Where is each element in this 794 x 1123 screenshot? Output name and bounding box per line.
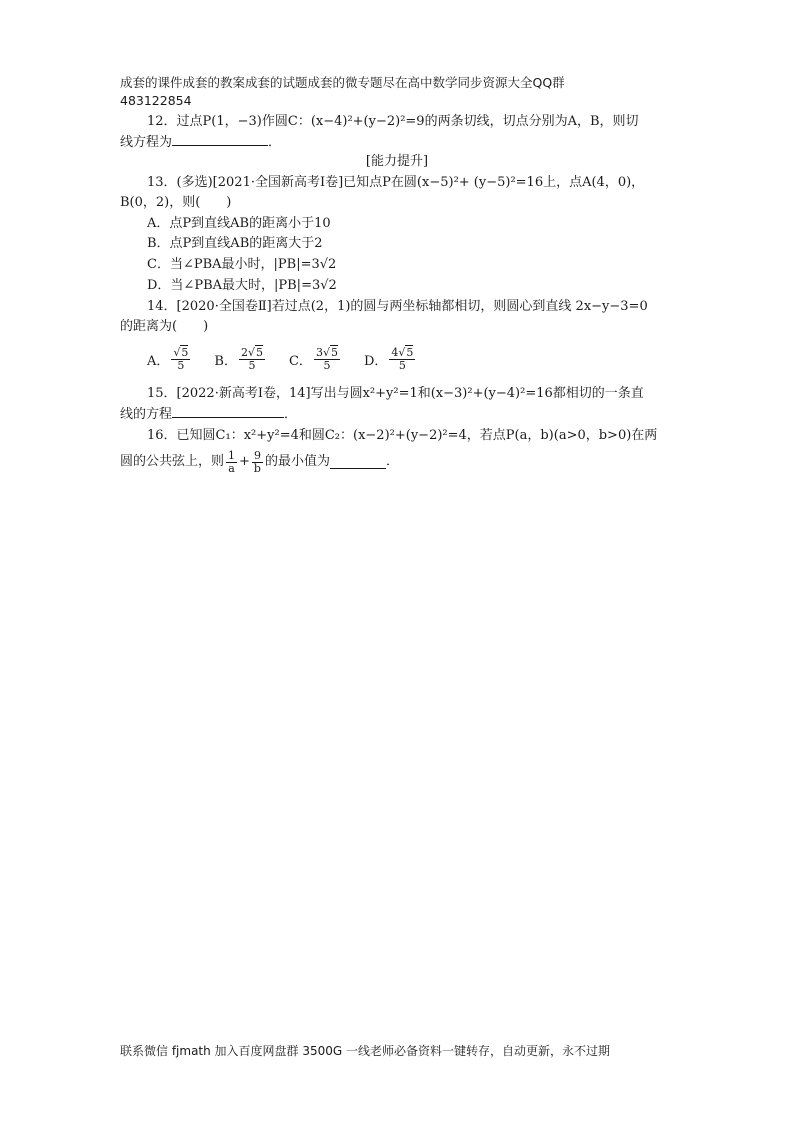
q16-line-2: [120, 449, 399, 475]
q14-option-b-fraction: $\frac{2√5}{5}$: [240, 345, 263, 372]
q15-line-1: 15．[2022·新高考Ⅰ卷，14]写出与圆x²+y²=1和(x−3)²+(y−4)²=16都相切的一条直: [147, 386, 644, 401]
q15-answer-blank[interactable]: [172, 405, 284, 418]
q16-fraction-2: $\frac{9}{b}$: [253, 448, 261, 475]
q14-option-c-fraction: $\frac{3√5}{5}$: [315, 345, 338, 372]
section-title: [能力提升]: [365, 154, 429, 169]
q13-option-c: C．当∠PBA最小时，|PB|=3√2: [147, 257, 337, 272]
q12-line-2: [120, 133, 281, 152]
q12-answer-blank[interactable]: [172, 133, 268, 146]
q14-option-c: C． $\frac{3√5}{5}$: [288, 345, 338, 372]
q16-plus: +: [239, 454, 250, 469]
q16-fraction-1: $\frac{1}{a}$: [228, 448, 236, 475]
q16-line-1: 16．已知圆C₁：x²+y²=4和圆C₂：(x−2)²+(y−2)²=4，若点P(a，b)(a>0，b>0)在两: [147, 428, 658, 443]
q14-option-a-fraction: $\frac{√5}{5}$: [173, 345, 189, 372]
header-line-2: 483122854: [120, 93, 192, 108]
q13-option-d: D．当∠PBA最大时，|PB|=3√2: [147, 278, 337, 293]
q13-option-a: A．点P到直线AB的距离小于10: [147, 216, 331, 231]
q15-line-2: [120, 405, 297, 424]
q14-option-d: D． $\frac{4√5}{5}$: [363, 345, 414, 372]
q16-line-2-prefix: 圆的公共弦上，则: [120, 454, 225, 469]
q14-option-d-fraction: $\frac{4√5}{5}$: [391, 345, 414, 372]
header-line-1: 成套的课件成套的教案成套的试题成套的微专题尽在高中数学同步资源大全QQ群: [120, 75, 565, 90]
q14-option-a: A． $\frac{√5}{5}$: [147, 345, 189, 372]
q15-line-2-prefix: 线的方程: [120, 407, 173, 422]
q14-line-1: 14．[2020·全国卷Ⅱ]若过点(2，1)的圆与两坐标轴都相切，则圆心到直线 2x−y−3=0: [147, 299, 648, 314]
q16-answer-blank[interactable]: [330, 456, 386, 469]
q12-line-2-suffix: ．: [268, 135, 282, 150]
q13-line-1: 13．(多选)[2021·全国新高考Ⅰ卷]已知点P在圆(x−5)²+ (y−5)²=16上，点A(4，0)，: [147, 175, 645, 190]
q12-line-1: 12．过点P(1，−3)作圆C：(x−4)²+(y−2)²=9的两条切线，切点分别为A，B，则切: [147, 114, 639, 129]
q13-option-b: B．点P到直线AB的距离大于2: [147, 236, 323, 251]
q14-line-2: 的距离为( ): [120, 319, 209, 334]
q13-line-2: B(0，2)，则( ): [120, 195, 232, 210]
q15-line-2-suffix: ．: [284, 407, 298, 422]
q14-option-b: B． $\frac{2√5}{5}$: [214, 345, 263, 372]
q16-line-2-suffix: 的最小值为: [264, 454, 330, 469]
footer-text: 联系微信 fjmath 加入百度网盘群 3500G 一线老师必备资料一键转存，自动更新，永不过期: [120, 1044, 611, 1058]
q12-line-2-prefix: 线方程为: [120, 135, 173, 150]
q14-options: [147, 342, 439, 376]
q16-line-2-end: ．: [385, 454, 399, 469]
